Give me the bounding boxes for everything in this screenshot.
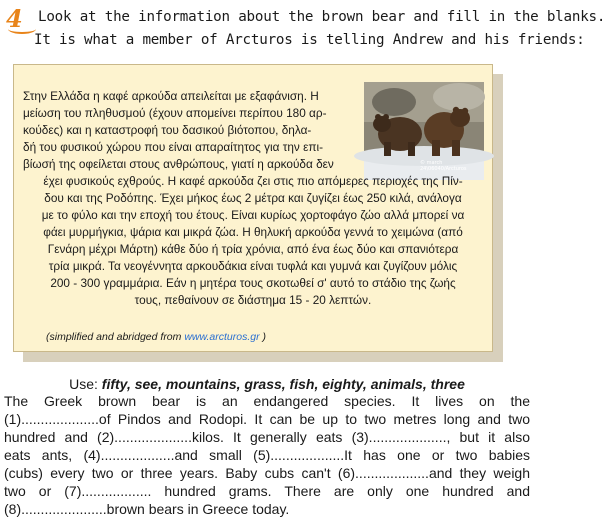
greek-text-line: έχει φυσικούς εχθρούς. Η καφέ αρκούδα ζει στις πιο απόμερες περιοχές της Πίν- <box>43 174 463 188</box>
source-note: (simplified and abridged from www.arcturos.gr ) <box>46 331 267 343</box>
exercise-line: hundred and (2)....................kilos. It generally eats (3)...................., but it also <box>4 429 530 445</box>
exercise-line: two or (7).................. hundred grams. There are only one hundred and <box>4 483 530 499</box>
instruction-line-2: It is what a member of Arcturos is telling Andrew and his friends: <box>34 32 585 48</box>
greek-text-line: κούδες) και η καταστροφή του δασικού βιότοπου, δηλα- <box>23 123 312 137</box>
exercise-line: eats ants, (4)...................and small (5)...................It has one or two babies <box>4 447 530 463</box>
greek-text-line: με το φύλο και την εποχή του έτους. Είναι κυρίως χορτοφάγο ζώο αλλά μπορεί να <box>41 208 465 222</box>
greek-text-line: φάει μυρμήγκια, ψάρια και μικρά ζώα. Η θηλυκή αρκούδα γεννά το χειμώνα (από <box>43 225 463 239</box>
exercise-line: (1)....................of Pindos and Rodopi. It can be up to two metres long and two <box>4 411 530 427</box>
greek-text-line: μείωση του πληθυσμού (έχουν απομείνει περίπου 180 αρ- <box>23 106 327 120</box>
photo-credit: © march 24\06040/Arcturos <box>420 160 467 172</box>
greek-text-line: Στην Ελλάδα η καφέ αρκούδα απειλείται με εξαφάνιση. Η <box>23 89 319 103</box>
source-link[interactable]: www.arcturos.gr <box>184 331 260 343</box>
greek-text-line: δή του φυσικού χώρου που είναι απαραίτητος για την επι- <box>23 140 324 154</box>
greek-text-line: τους, πεθαίνουν σε διάστημα 15 - 20 λεπτών. <box>134 293 372 307</box>
greek-text-line: Γενάρη μέχρι Μάρτη) κάθε δύο ή τρία χρόνια, από ένα έως δύο και σπανιότερα <box>47 242 459 256</box>
word-bank: Use: fifty, see, mountains, grass, fish, eighty, animals, three <box>69 376 465 392</box>
instruction-line-1: Look at the information about the brown bear and fill in the blanks. <box>38 9 605 25</box>
word-bank-words: fifty, see, mountains, grass, fish, eighty, animals, three <box>101 376 465 392</box>
greek-text-line: δου και της Ροδόπης. Έχει μήκος έως 2 μέτρα και ζυγίζει έως 250 κιλά, ανάλογα <box>44 191 462 205</box>
task-number: 4 <box>6 4 36 34</box>
exercise-line: The Greek brown bear is an endangered species. It lives on the <box>4 393 530 409</box>
exercise-line: (cubs) every two or three years. Baby cubs can't (6)...................and they weigh <box>4 465 530 481</box>
greek-text-line: βίωσή της οφείλεται στους ανθρώπους, γιατί η αρκούδα δεν <box>23 157 334 171</box>
greek-text-line: 200 - 300 γραμμάρια. Εάν η μητέρα τους σκοτωθεί σ' αυτό το στάδιο της ζωής <box>50 276 456 290</box>
exercise-line: (8)......................brown bears in Greece today. <box>4 501 290 517</box>
greek-text-line: τρία μικρά. Τα νεογέννητα αρκουδάκια είναι τυφλά και γυμνά και ζυγίζουν μόλις <box>48 259 458 273</box>
